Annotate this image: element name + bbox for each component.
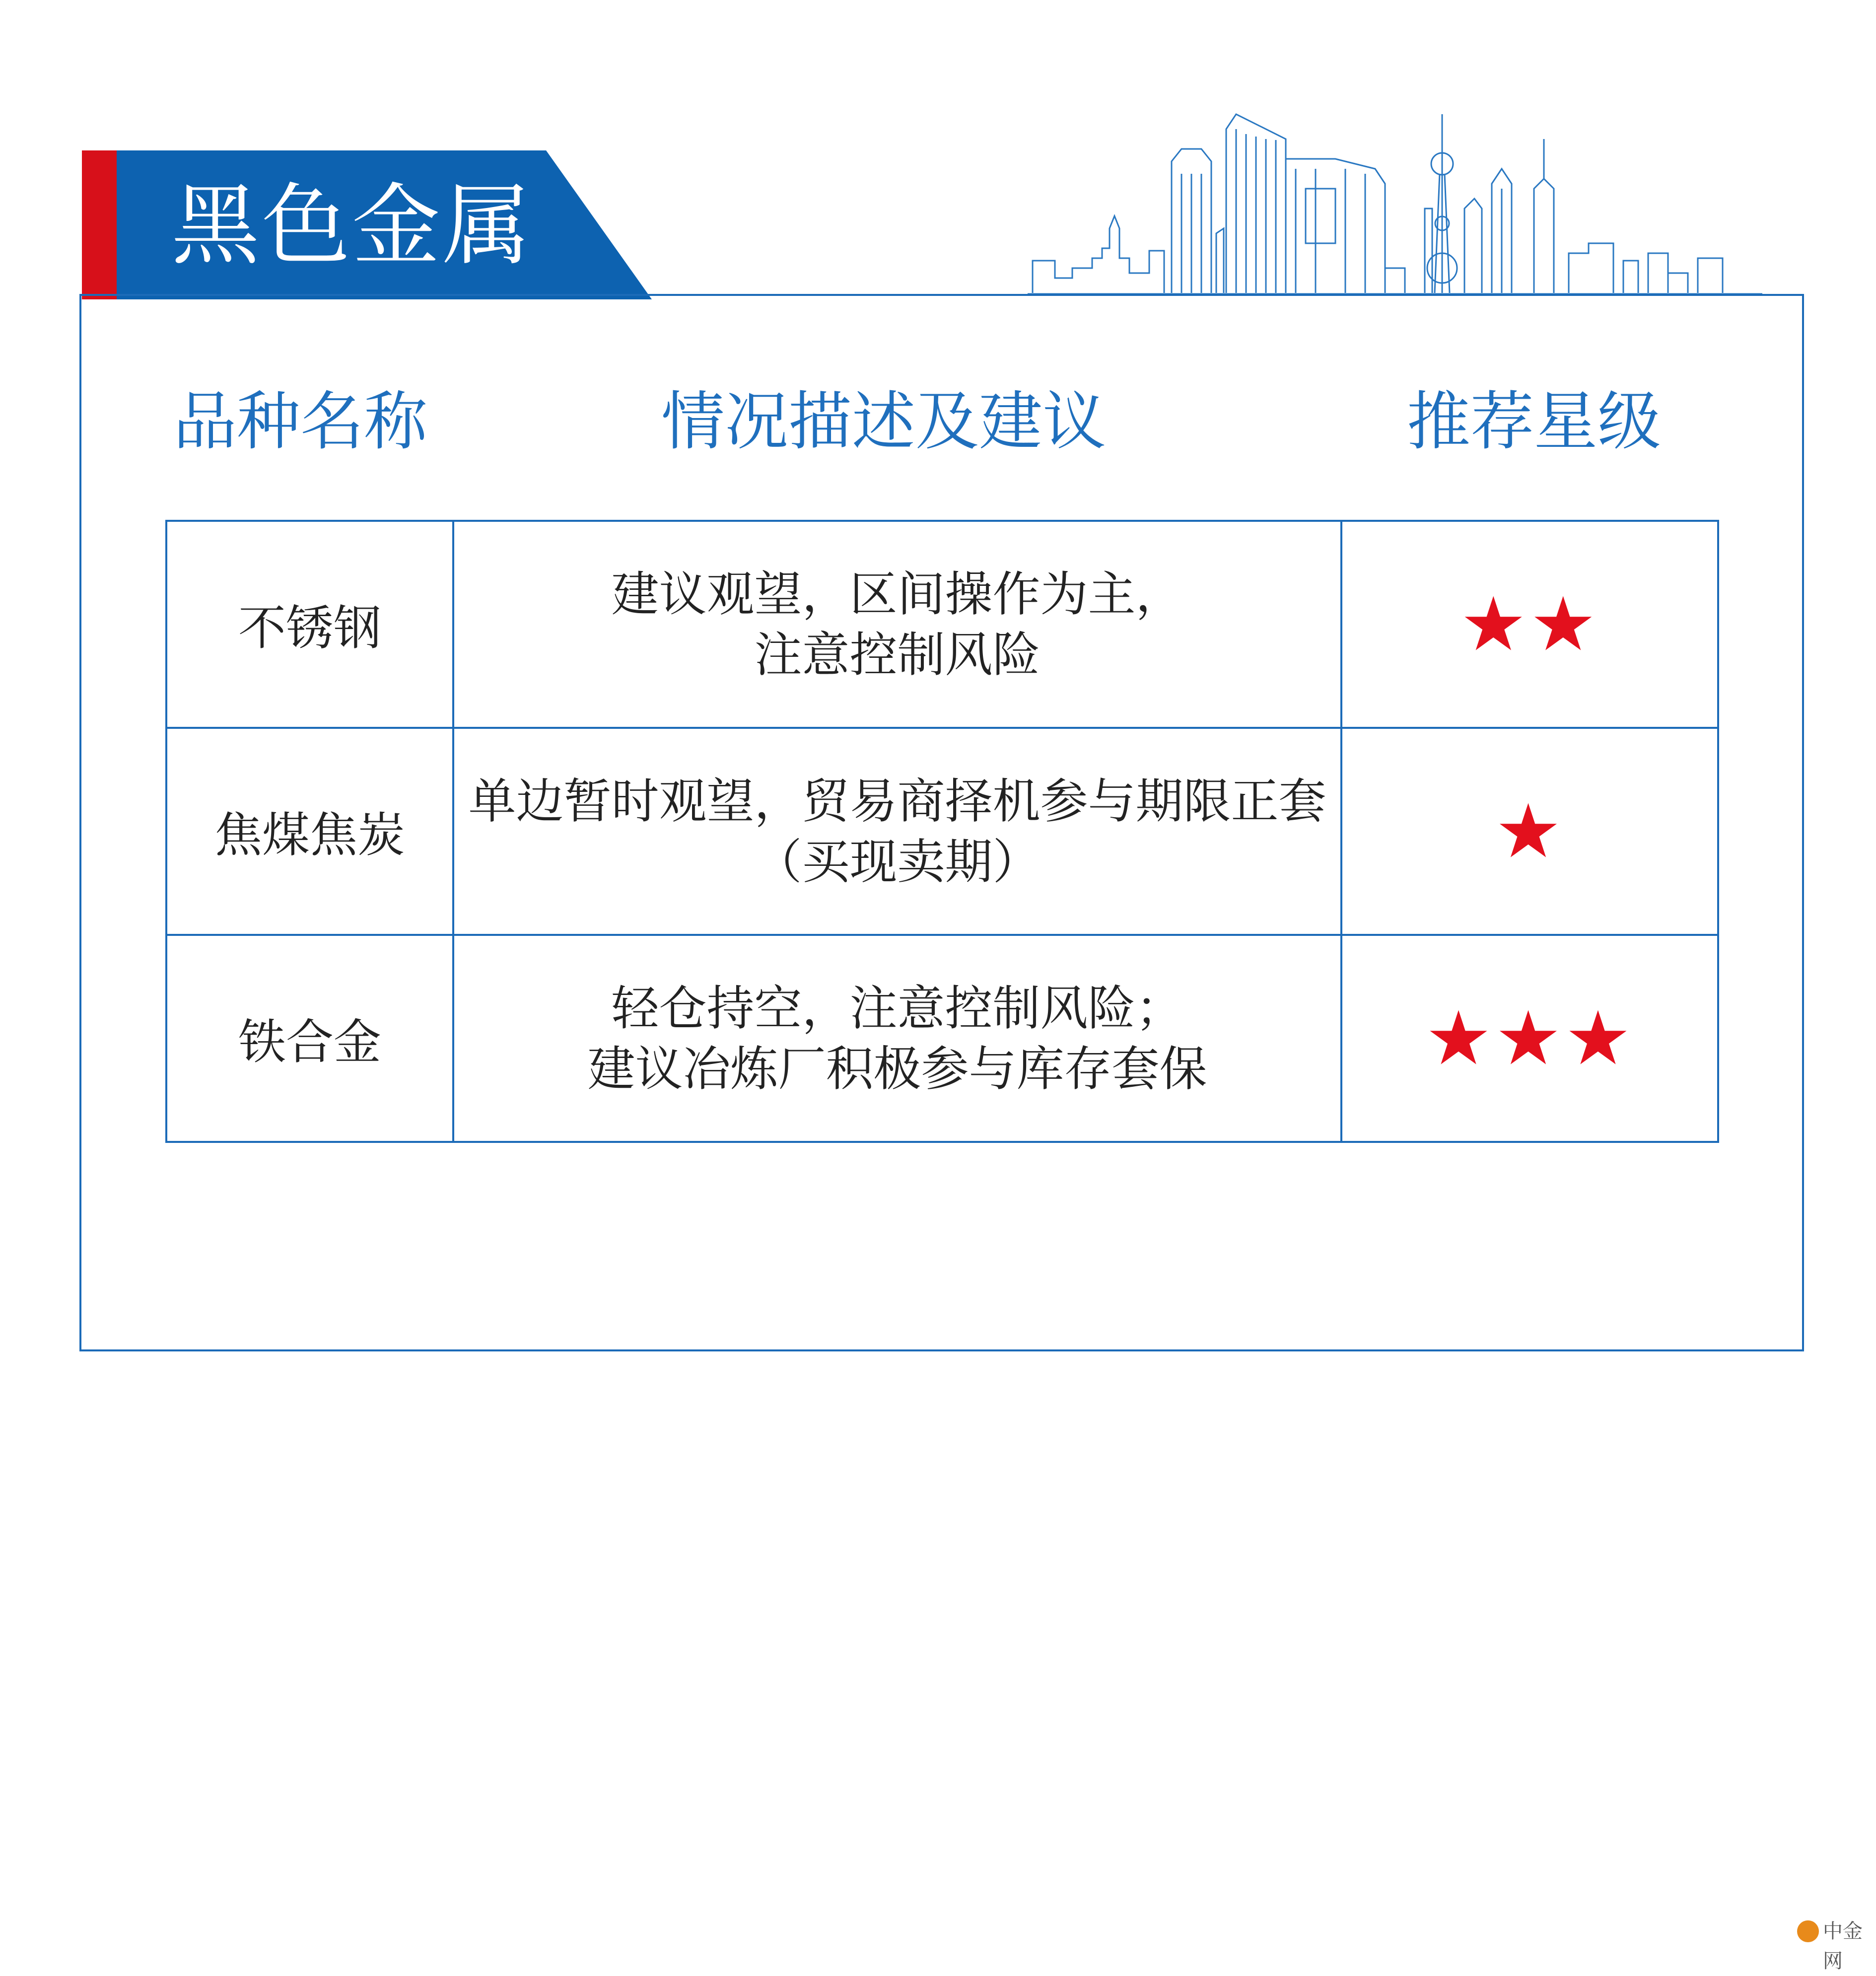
description-line: 建议观望，区间操作为主， xyxy=(611,566,1183,622)
table-row xyxy=(166,728,1718,935)
description-line: 单边暂时观望，贸易商择机参与期限正套 xyxy=(468,773,1326,829)
table-row xyxy=(166,521,1718,728)
description-line: （买现卖期） xyxy=(754,834,1041,890)
star-rating: ★★★ xyxy=(1341,935,1718,1142)
variety-name: 不锈钢 xyxy=(166,521,453,728)
variety-name: 铁合金 xyxy=(166,935,453,1142)
description-cell xyxy=(453,935,1341,1142)
page-title: 黑色金属 xyxy=(171,174,533,277)
star-rating: ★★ xyxy=(1341,521,1718,728)
recommendation-table xyxy=(165,520,1719,1143)
title-accent-bar xyxy=(82,150,117,299)
description-line: 注意控制风险 xyxy=(754,627,1041,683)
city-skyline-icon xyxy=(1028,109,1762,295)
description-cell xyxy=(453,728,1341,935)
watermark-text: 中金网 xyxy=(1823,1920,1863,1973)
table-row xyxy=(166,935,1718,1142)
description-line: 轻仓持空，注意控制风险； xyxy=(611,980,1183,1036)
description-line: 建议冶炼厂积极参与库存套保 xyxy=(587,1041,1207,1097)
column-header-description: 情况描述及建议 xyxy=(661,385,1106,459)
column-header-rating: 推荐星级 xyxy=(1406,385,1661,459)
description-cell xyxy=(453,521,1341,728)
watermark xyxy=(1797,1916,1872,1973)
variety-name: 焦煤焦炭 xyxy=(166,728,453,935)
cngold-logo-icon xyxy=(1797,1920,1819,1942)
column-header-name: 品种名称 xyxy=(173,385,427,459)
star-rating: ★ xyxy=(1341,728,1718,935)
